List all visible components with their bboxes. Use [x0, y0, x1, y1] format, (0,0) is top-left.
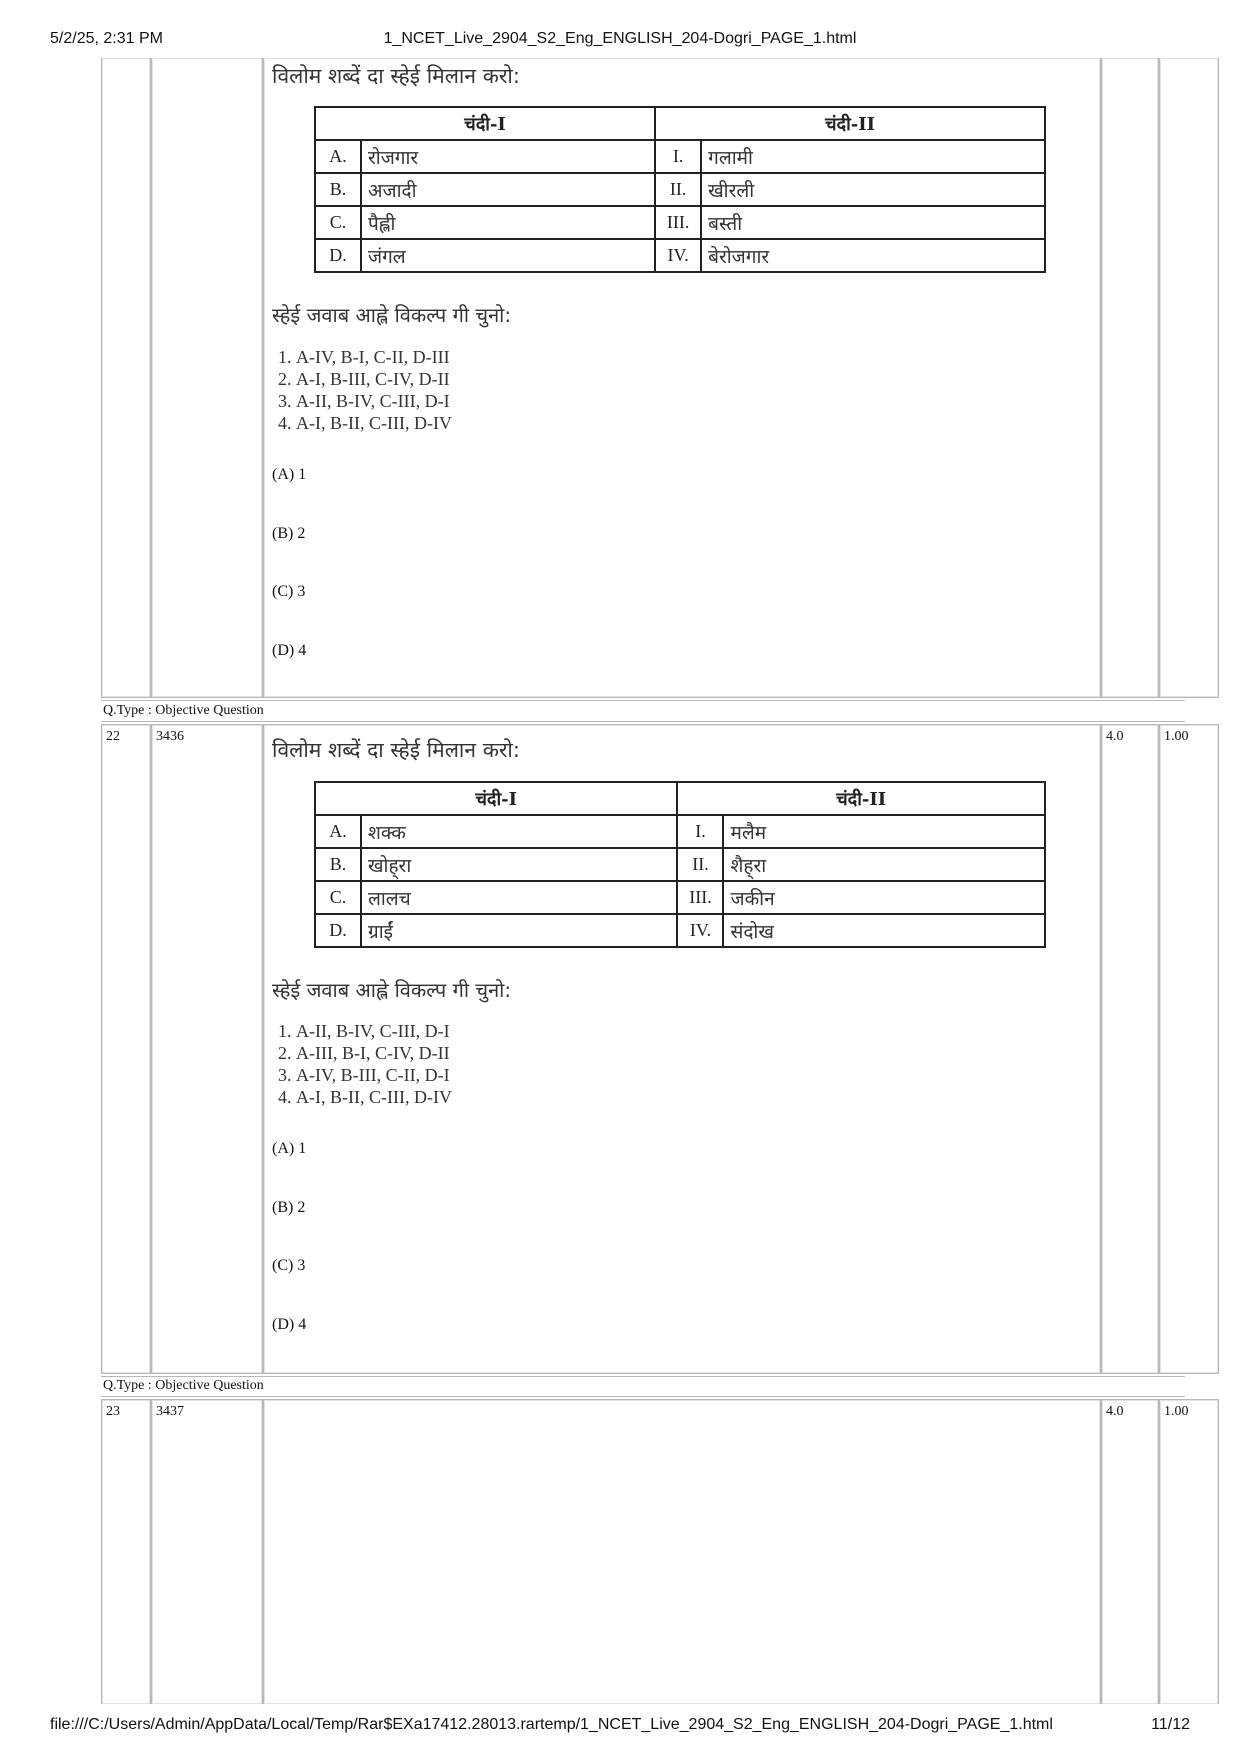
- row-term: संदोख: [723, 914, 1045, 947]
- q22-choice-b[interactable]: (B) 2: [272, 1199, 306, 1216]
- q22-choice-d[interactable]: (D) 4: [272, 1316, 307, 1333]
- row-term: जंगल: [361, 239, 655, 272]
- row-label: IV.: [677, 914, 723, 947]
- row-label: A.: [315, 140, 361, 173]
- row-term: जकीन: [723, 881, 1045, 914]
- q21-col2-header: चंदी-II: [655, 107, 1045, 140]
- row-term: लालच: [361, 881, 677, 914]
- divider: [101, 721, 1185, 722]
- q21-choice-c[interactable]: (C) 3: [272, 583, 306, 600]
- row-label: I.: [677, 815, 723, 848]
- print-file-path: file:///C:/Users/Admin/AppData/Local/Temp/Rar$EXa17412.28013.rartemp/1_NCET_Live_2904_S2_Eng_ENGLISH_204-Dogri_PAGE_1.html: [50, 1716, 1053, 1733]
- q23-negative-cell: [1159, 1399, 1219, 1704]
- row-term: गलामी: [701, 140, 1045, 173]
- q21-question-text: विलोम शब्दें दा स्हेई मिलान करो:: [272, 64, 520, 88]
- q22-marks-cell: [1101, 724, 1159, 1374]
- divider: [101, 1396, 1185, 1397]
- q22-col1-header: चंदी-I: [315, 782, 677, 815]
- q21-choice-a[interactable]: (A) 1: [272, 466, 307, 483]
- list-item: 1. A-II, B-IV, C-III, D-I: [296, 1020, 452, 1042]
- q22-match-table: [314, 781, 1046, 948]
- q21-choice-d[interactable]: (D) 4: [272, 642, 307, 659]
- list-item: 4. A-I, B-II, C-III, D-IV: [296, 1086, 452, 1108]
- row-term: पैह्ली: [361, 206, 655, 239]
- row-label: C.: [315, 206, 361, 239]
- row-term: बेरोजगार: [701, 239, 1045, 272]
- q22-number: 22: [106, 729, 120, 744]
- row-term: बस्ती: [701, 206, 1045, 239]
- list-item: 4. A-I, B-II, C-III, D-IV: [296, 412, 452, 434]
- q23-negative-marks: 1.00: [1164, 1404, 1189, 1419]
- row-label: III.: [655, 206, 701, 239]
- row-label: II.: [677, 848, 723, 881]
- print-footer: [50, 1716, 1190, 1740]
- q21-col1-header: चंदी-I: [315, 107, 655, 140]
- list-item: 2. A-I, B-III, C-IV, D-II: [296, 368, 452, 390]
- table-row: [315, 206, 1045, 239]
- row-label: I.: [655, 140, 701, 173]
- table-row: [315, 140, 1045, 173]
- q22-choice-a[interactable]: (A) 1: [272, 1140, 307, 1157]
- q21-number-cell: [101, 58, 151, 698]
- q21-type-label: Q.Type : Objective Question: [103, 703, 264, 718]
- table-row: [315, 173, 1045, 206]
- q21-options-list: [272, 346, 452, 434]
- q23-number-cell: [101, 1399, 151, 1704]
- row-term: खीरली: [701, 173, 1045, 206]
- table-row: [315, 239, 1045, 272]
- row-label: IV.: [655, 239, 701, 272]
- q22-type-label: Q.Type : Objective Question: [103, 1378, 264, 1393]
- row-term: मलैम: [723, 815, 1045, 848]
- list-item: 3. A-II, B-IV, C-III, D-I: [296, 390, 452, 412]
- row-term: शक्क: [361, 815, 677, 848]
- q21-id-cell: [151, 58, 263, 698]
- row-label: II.: [655, 173, 701, 206]
- q22-col2-header: चंदी-II: [677, 782, 1045, 815]
- row-term: रोजगार: [361, 140, 655, 173]
- row-label: III.: [677, 881, 723, 914]
- row-term: अजादी: [361, 173, 655, 206]
- row-label: A.: [315, 815, 361, 848]
- row-label: C.: [315, 881, 361, 914]
- table-row: [315, 914, 1045, 947]
- table-row: [315, 815, 1045, 848]
- divider: [101, 700, 1185, 701]
- q23-id-cell: [151, 1399, 263, 1704]
- q21-marks-cell: [1101, 58, 1159, 698]
- print-page-number: 11/12: [1151, 1716, 1190, 1733]
- q21-match-table: [314, 106, 1046, 273]
- list-item: 1. A-IV, B-I, C-II, D-III: [296, 346, 452, 368]
- q21-choice-b[interactable]: (B) 2: [272, 525, 306, 542]
- list-item: 3. A-IV, B-III, C-II, D-I: [296, 1064, 452, 1086]
- row-label: D.: [315, 914, 361, 947]
- q23-id: 3437: [156, 1404, 184, 1419]
- q22-prompt: स्हेई जवाब आह्ले विकल्प गी चुनो:: [272, 978, 512, 1002]
- q22-negative-marks: 1.00: [1164, 729, 1189, 744]
- q23-content-cell: [263, 1399, 1101, 1704]
- table-row: [315, 848, 1045, 881]
- q21-negative-cell: [1159, 58, 1219, 698]
- q22-question-text: विलोम शब्दें दा स्हेई मिलान करो:: [272, 738, 520, 762]
- q21-prompt: स्हेई जवाब आह्ले विकल्प गी चुनो:: [272, 303, 512, 327]
- row-label: D.: [315, 239, 361, 272]
- print-document-title: 1_NCET_Live_2904_S2_Eng_ENGLISH_204-Dogri_PAGE_1.html: [383, 30, 857, 47]
- row-term: शैह्‌रा: [723, 848, 1045, 881]
- q22-marks: 4.0: [1106, 729, 1124, 744]
- print-datetime: 5/2/25, 2:31 PM: [50, 30, 163, 47]
- row-term: खोह्‌रा: [361, 848, 677, 881]
- q23-number: 23: [106, 1404, 120, 1419]
- q22-number-cell: [101, 724, 151, 1374]
- row-term: ग्राईं: [361, 914, 677, 947]
- q23-marks-cell: [1101, 1399, 1159, 1704]
- row-label: B.: [315, 848, 361, 881]
- q22-id-cell: [151, 724, 263, 1374]
- table-row: [315, 881, 1045, 914]
- list-item: 2. A-III, B-I, C-IV, D-II: [296, 1042, 452, 1064]
- q22-negative-cell: [1159, 724, 1219, 1374]
- q22-choice-c[interactable]: (C) 3: [272, 1257, 306, 1274]
- q22-id: 3436: [156, 729, 184, 744]
- row-label: B.: [315, 173, 361, 206]
- q23-marks: 4.0: [1106, 1404, 1124, 1419]
- q22-options-list: [272, 1020, 452, 1108]
